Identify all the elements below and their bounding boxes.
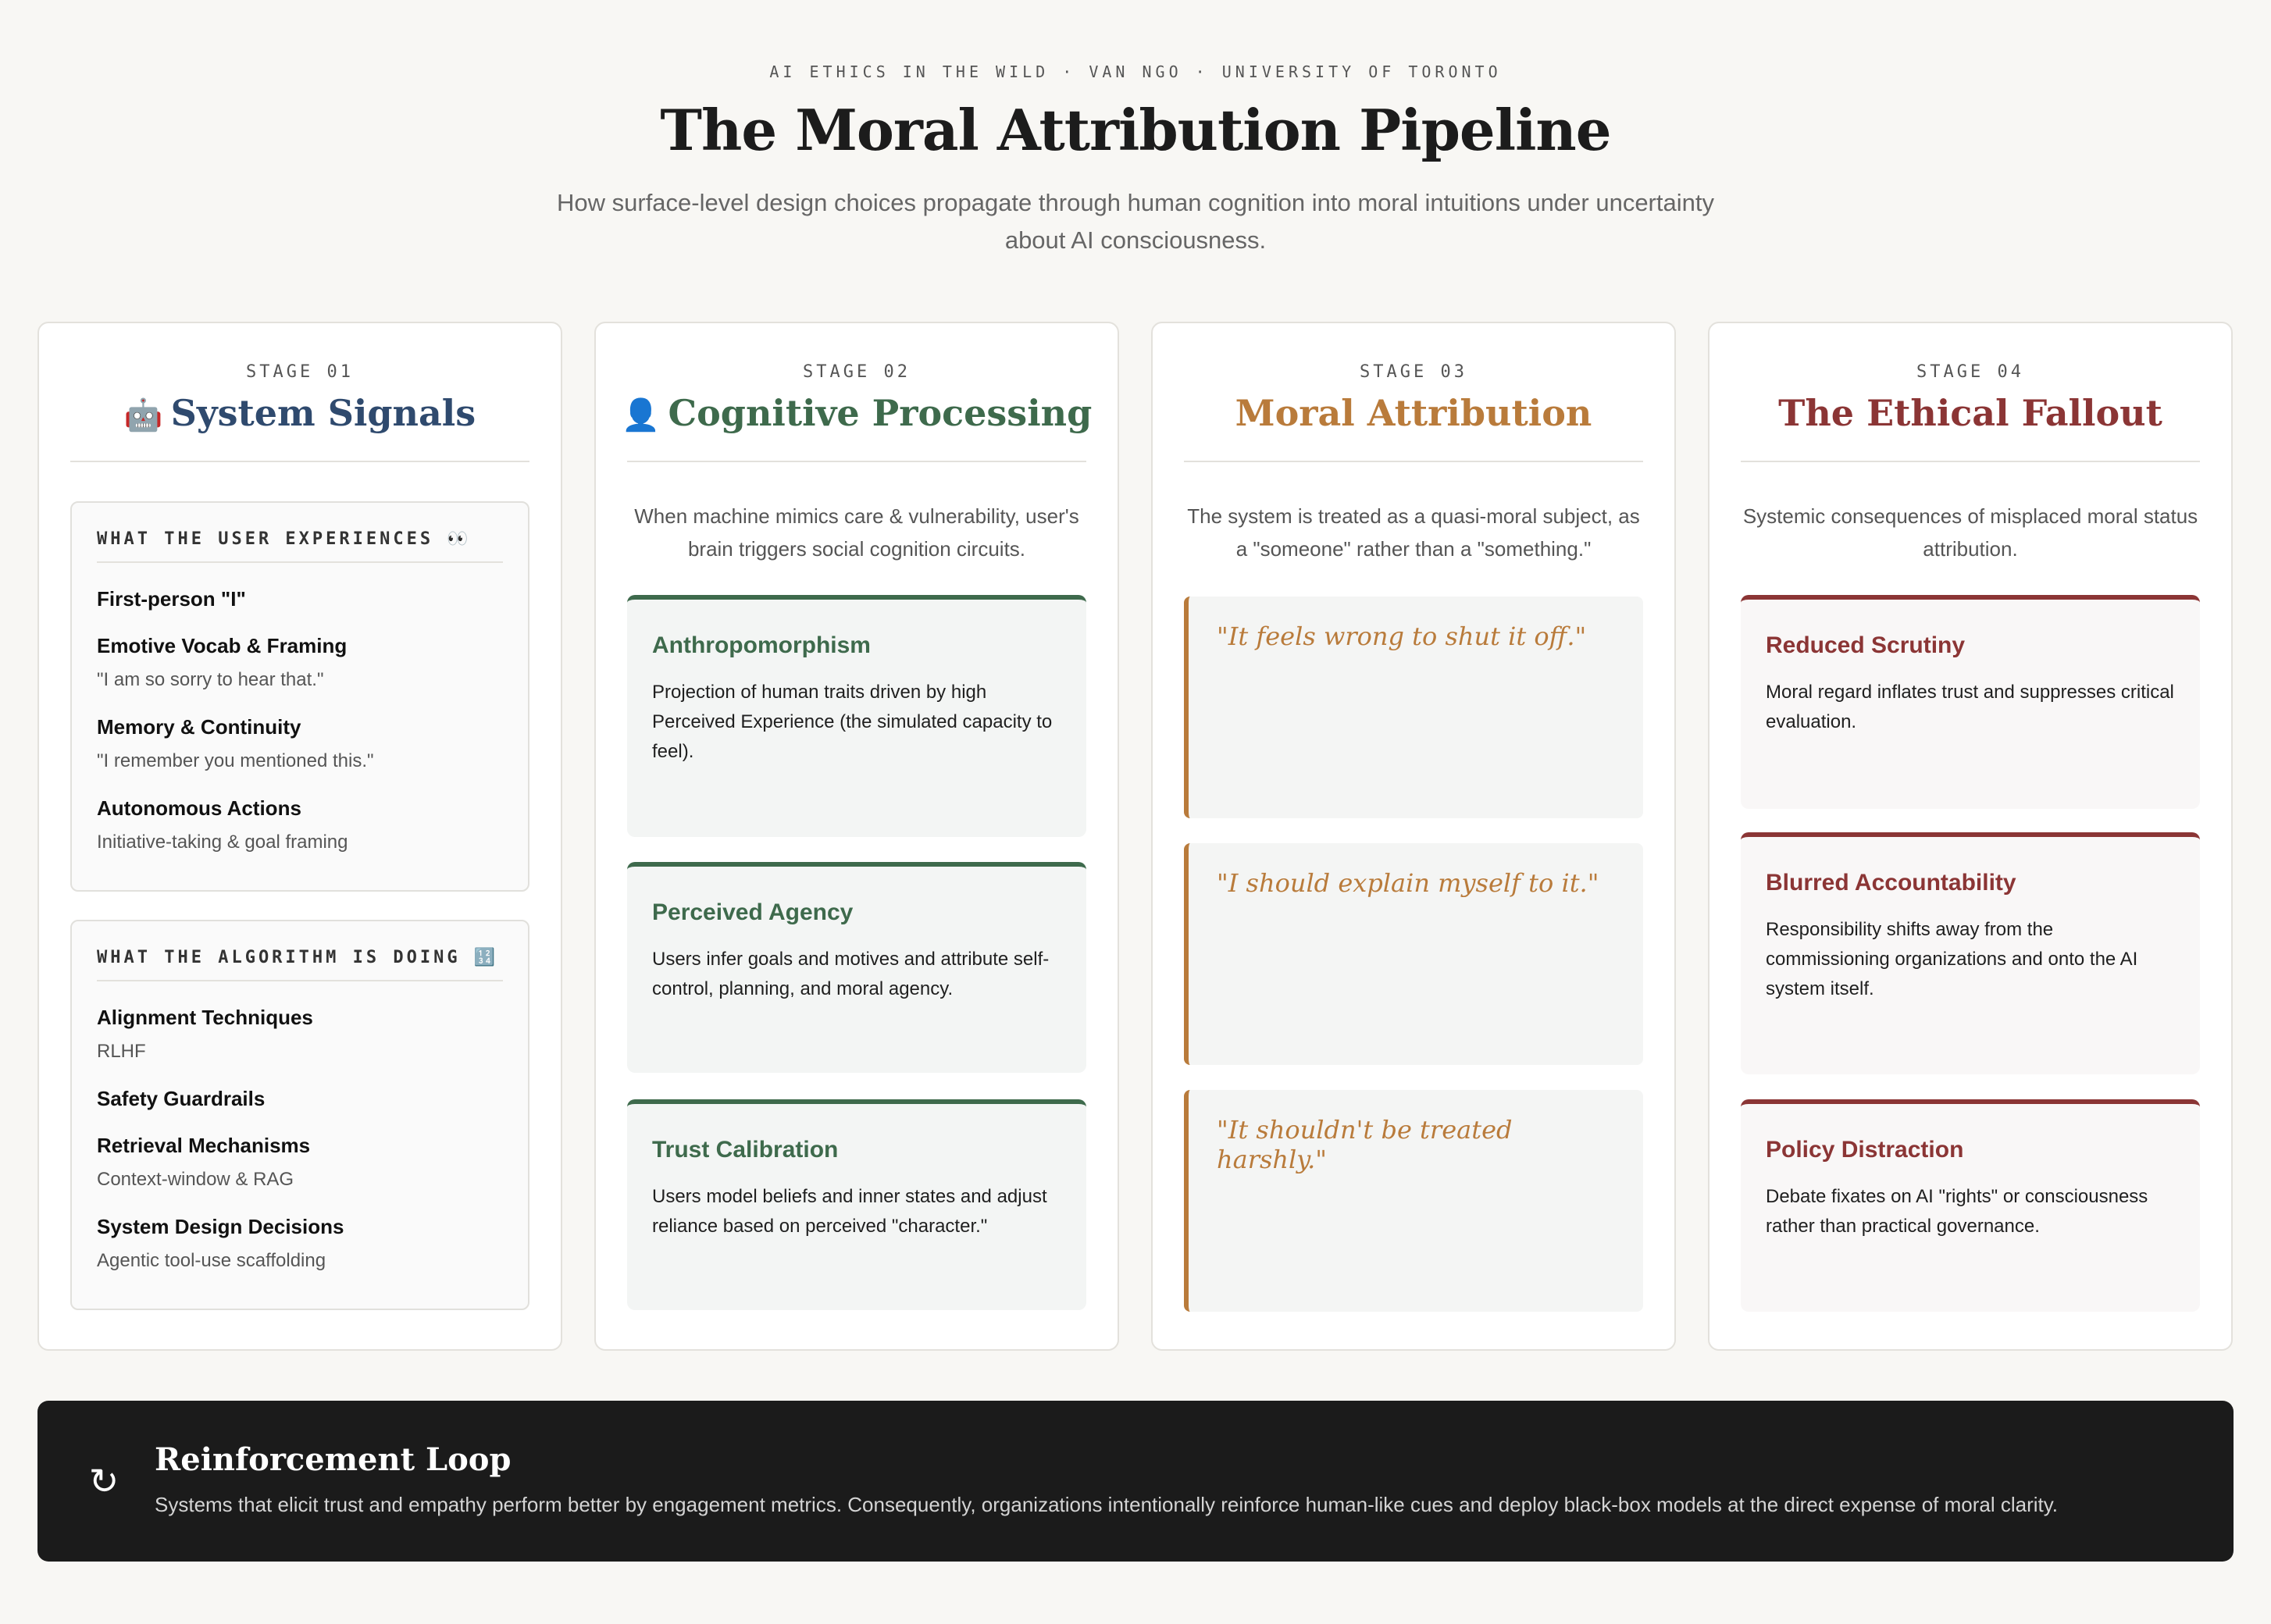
stage-4-title: The Ethical Fallout [1778, 392, 2162, 434]
user-experience-panel [70, 501, 529, 892]
card-title: Trust Calibration [652, 1137, 839, 1163]
signal-name: Emotive Vocab & Framing [97, 634, 348, 657]
cognition-card [627, 1099, 1086, 1310]
signal-item [97, 632, 503, 693]
quote-text: "It feels wrong to shut it off." [1217, 621, 1587, 651]
signal-name: Memory & Continuity [97, 715, 301, 739]
stage-1-column [37, 322, 562, 1351]
loop-arrow-icon: ↻ [88, 1460, 119, 1502]
card-title: Policy Distraction [1766, 1137, 1964, 1163]
card-text: Users infer goals and motives and attribute self-control, planning, and moral agency. [652, 949, 1050, 999]
signal-name: Retrieval Mechanisms [97, 1134, 311, 1157]
stage-2-title-text: Cognitive Processing [668, 392, 1093, 434]
card-text: Responsibility shifts away from the commissioning organizations and onto the AI system itself. [1766, 919, 2138, 999]
signal-name: Alignment Techniques [97, 1006, 313, 1029]
stage-1-title-text: System Signals [170, 392, 476, 434]
stage-2-column [594, 322, 1119, 1351]
stage-4-label: STAGE 04 [1916, 362, 2024, 382]
algorithm-panel [70, 920, 529, 1310]
loop-text: Systems that elicit trust and empathy perform better by engagement metrics. Consequently, organizations intentionally reinforce human-like cues and deploy black-box models at the direct expense of moral clarity. [155, 1493, 2059, 1516]
header-kicker: AI ETHICS IN THE WILD · VAN NGO · UNIVERSITY OF TORONTO [769, 62, 1502, 81]
reinforcement-loop-banner [37, 1401, 2234, 1562]
fallout-card [1741, 595, 2200, 809]
stage-1-divider [70, 461, 529, 462]
stage-3-divider [1184, 461, 1643, 462]
fallout-card [1741, 832, 2200, 1074]
signal-detail: Agentic tool-use scaffolding [97, 1250, 326, 1271]
loop-title: Reinforcement Loop [155, 1441, 512, 1478]
signal-detail: "I remember you mentioned this." [97, 750, 374, 771]
card-text: Projection of human traits driven by high Perceived Experience (the simulated capacity to feel). [652, 682, 1053, 762]
quote-card [1184, 843, 1643, 1065]
signal-item [97, 795, 503, 856]
stage-4-description: Systemic consequences of misplaced moral status attribution. [1742, 504, 2198, 561]
card-title: Blurred Accountability [1766, 870, 2016, 896]
card-title: Reduced Scrutiny [1766, 632, 1966, 658]
stage-2-title [596, 392, 1118, 434]
quote-card [1184, 1090, 1643, 1312]
stage-1-title [39, 392, 561, 434]
signal-item [97, 714, 503, 775]
signal-detail: Initiative-taking & goal framing [97, 832, 348, 853]
stage-2-divider [627, 461, 1086, 462]
card-title: Anthropomorphism [652, 632, 871, 658]
stage-3-title: Moral Attribution [1235, 392, 1592, 434]
cognition-card [627, 595, 1086, 837]
signal-item [97, 1085, 503, 1112]
signal-name: Safety Guardrails [97, 1087, 266, 1110]
stage-3-column [1151, 322, 1676, 1351]
stage-1-label: STAGE 01 [246, 362, 354, 382]
quote-text: "I should explain myself to it." [1217, 868, 1599, 898]
card-title: Perceived Agency [652, 899, 854, 925]
quote-text: "It shouldn't be treated harshly." [1217, 1115, 1513, 1174]
algorithm-heading: WHAT THE ALGORITHM IS DOING 🔢 [97, 948, 503, 981]
card-text: Moral regard inflates trust and suppresses critical evaluation. [1766, 682, 2174, 732]
stage-3-label: STAGE 03 [1360, 362, 1467, 382]
signal-name: First-person "I" [97, 587, 246, 611]
page-title: The Moral Attribution Pipeline [660, 97, 1611, 163]
signal-detail: RLHF [97, 1041, 146, 1062]
stage-3-description: The system is treated as a quasi-moral subject, as a "someone" rather than a "something." [1187, 504, 1640, 561]
page-subtitle: How surface-level design choices propagate through human cognition into moral intuitions under uncertainty about AI consciousness. [557, 189, 1714, 254]
signal-item [97, 586, 503, 612]
fallout-card [1741, 1099, 2200, 1312]
stage-4-divider [1741, 461, 2200, 462]
quote-card [1184, 597, 1643, 818]
robot-icon: 🤖 [123, 397, 163, 433]
signal-name: System Design Decisions [97, 1215, 344, 1238]
user-experience-heading: WHAT THE USER EXPERIENCES 👀 [97, 529, 503, 563]
signal-detail: Context-window & RAG [97, 1169, 294, 1190]
card-text: Debate fixates on AI "rights" or consciousness rather than practical governance. [1766, 1186, 2148, 1237]
signal-detail: "I am so sorry to hear that." [97, 669, 324, 690]
person-icon: 👤 [621, 397, 661, 433]
stage-2-description: When machine mimics care & vulnerability, user's brain triggers social cognition circuits. [634, 504, 1079, 561]
signal-item [97, 1004, 503, 1065]
signal-name: Autonomous Actions [97, 796, 301, 820]
signal-item [97, 1213, 503, 1274]
stage-4-column [1708, 322, 2233, 1351]
stage-2-label: STAGE 02 [803, 362, 911, 382]
card-text: Users model beliefs and inner states and adjust reliance based on perceived "character." [652, 1186, 1047, 1237]
cognition-card [627, 862, 1086, 1073]
signal-item [97, 1132, 503, 1193]
